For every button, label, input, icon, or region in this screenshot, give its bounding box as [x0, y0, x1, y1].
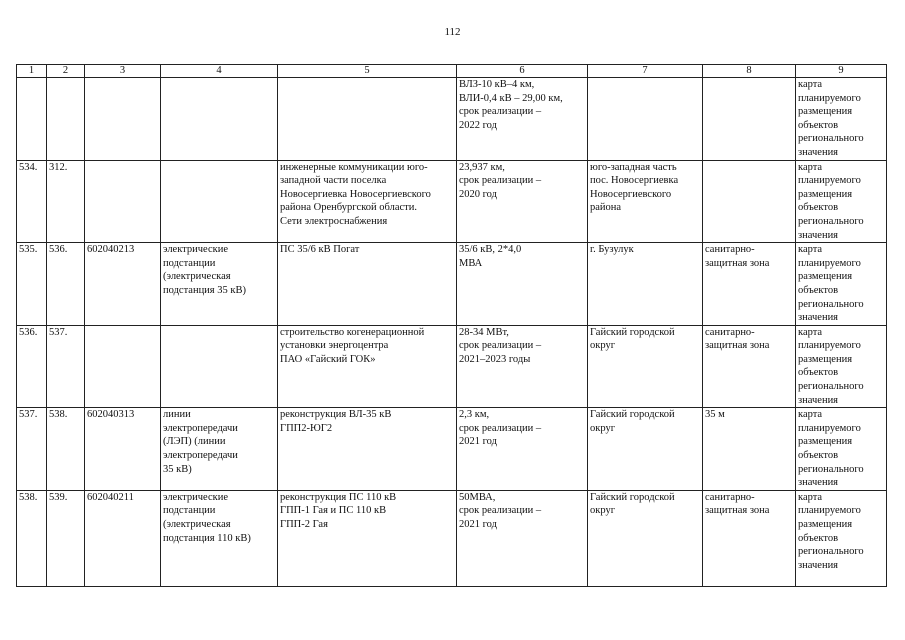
zone-cell: санитарно- защитная зона: [703, 325, 796, 408]
code-cell: [85, 325, 161, 408]
characteristics-cell: 50МВА, срок реализации – 2021 год: [457, 490, 588, 586]
zone-cell: санитарно- защитная зона: [703, 243, 796, 326]
column-header-1: 1: [17, 65, 47, 78]
object-type-cell: [161, 325, 278, 408]
page-number: 112: [444, 26, 461, 38]
location-cell: Гайский городской округ: [588, 490, 703, 586]
table-row: [17, 325, 887, 408]
object-type-cell: линии электропередачи (ЛЭП) (линии электропередачи 35 кВ): [161, 408, 278, 491]
map-reference-cell: карта планируемого размещения объектов регионального значения: [796, 490, 887, 586]
table-row: [17, 408, 887, 491]
object-type-cell: [161, 160, 278, 243]
code-cell: [85, 160, 161, 243]
column-header-2: 2: [47, 65, 85, 78]
row-index-cell: [17, 78, 47, 161]
row-index-cell: 537.: [17, 408, 47, 491]
column-header-4: 4: [161, 65, 278, 78]
column-header-6: 6: [457, 65, 588, 78]
map-reference-cell: карта планируемого размещения объектов регионального значения: [796, 408, 887, 491]
item-number-cell: 312.: [47, 160, 85, 243]
object-name-cell: реконструкция ВЛ-35 кВ ГПП2-ЮГ2: [278, 408, 457, 491]
characteristics-cell: 35/6 кВ, 2*4,0 МВА: [457, 243, 588, 326]
object-name-cell: ПС 35/6 кВ Погат: [278, 243, 457, 326]
map-reference-cell: карта планируемого размещения объектов регионального значения: [796, 160, 887, 243]
location-cell: г. Бузулук: [588, 243, 703, 326]
object-type-cell: [161, 78, 278, 161]
item-number-cell: [47, 78, 85, 161]
item-number-cell: 538.: [47, 408, 85, 491]
location-cell: юго-западная часть пос. Новосергиевка Новосергиевского района: [588, 160, 703, 243]
item-number-cell: 537.: [47, 325, 85, 408]
characteristics-cell: 23,937 км, срок реализации – 2020 год: [457, 160, 588, 243]
table-row: [17, 490, 887, 586]
code-cell: 602040313: [85, 408, 161, 491]
location-cell: [588, 78, 703, 161]
object-name-cell: инженерные коммуникации юго- западной части поселка Новосергиевка Новосергиевского района Оренбургской области. Сети электроснабжения: [278, 160, 457, 243]
table-header-row: [17, 65, 887, 78]
column-header-8: 8: [703, 65, 796, 78]
row-index-cell: 534.: [17, 160, 47, 243]
row-index-cell: 535.: [17, 243, 47, 326]
item-number-cell: 539.: [47, 490, 85, 586]
row-index-cell: 536.: [17, 325, 47, 408]
code-cell: 602040211: [85, 490, 161, 586]
table-row: [17, 160, 887, 243]
table-row: [17, 78, 887, 161]
column-header-7: 7: [588, 65, 703, 78]
characteristics-cell: ВЛЗ-10 кВ–4 км, ВЛИ-0,4 кВ – 29,00 км, срок реализации – 2022 год: [457, 78, 588, 161]
column-header-3: 3: [85, 65, 161, 78]
zone-cell: 35 м: [703, 408, 796, 491]
characteristics-cell: 2,3 км, срок реализации – 2021 год: [457, 408, 588, 491]
column-header-5: 5: [278, 65, 457, 78]
code-cell: [85, 78, 161, 161]
code-cell: 602040213: [85, 243, 161, 326]
row-index-cell: 538.: [17, 490, 47, 586]
map-reference-cell: карта планируемого размещения объектов регионального значения: [796, 243, 887, 326]
location-cell: Гайский городской округ: [588, 408, 703, 491]
map-reference-cell: карта планируемого размещения объектов регионального значения: [796, 78, 887, 161]
zone-cell: [703, 160, 796, 243]
data-table: [16, 64, 887, 587]
object-type-cell: электрические подстанции (электрическая подстанция 110 кВ): [161, 490, 278, 586]
characteristics-cell: 28-34 МВт, срок реализации – 2021–2023 годы: [457, 325, 588, 408]
object-name-cell: реконструкция ПС 110 кВ ГПП-1 Гая и ПС 110 кВ ГПП-2 Гая: [278, 490, 457, 586]
column-header-9: 9: [796, 65, 887, 78]
map-reference-cell: карта планируемого размещения объектов регионального значения: [796, 325, 887, 408]
object-name-cell: строительство когенерационной установки энергоцентра ПАО «Гайский ГОК»: [278, 325, 457, 408]
location-cell: Гайский городской округ: [588, 325, 703, 408]
object-type-cell: электрические подстанции (электрическая подстанция 35 кВ): [161, 243, 278, 326]
zone-cell: [703, 78, 796, 161]
object-name-cell: [278, 78, 457, 161]
table-row: [17, 243, 887, 326]
zone-cell: санитарно- защитная зона: [703, 490, 796, 586]
item-number-cell: 536.: [47, 243, 85, 326]
